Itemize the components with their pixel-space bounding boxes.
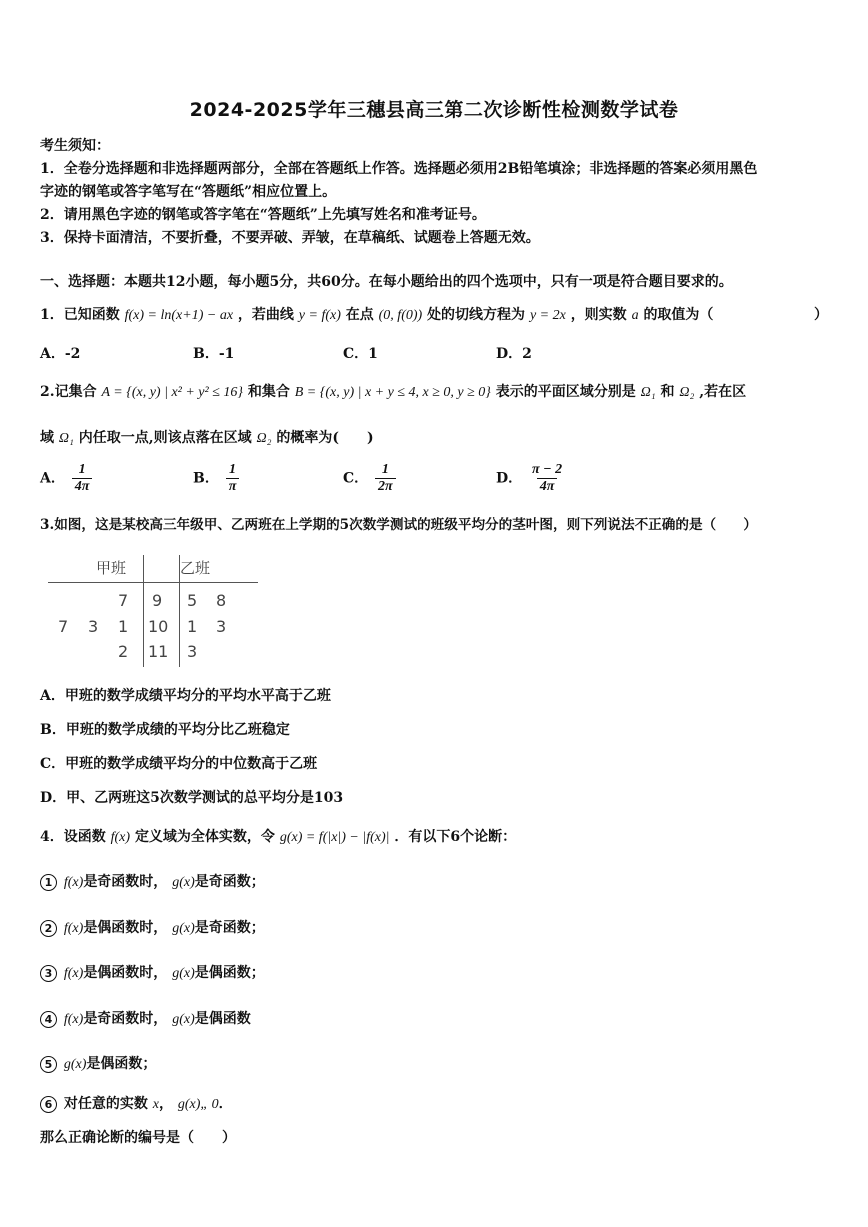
- fraction: [72, 462, 93, 495]
- formula: f(x): [63, 875, 84, 890]
- question-1: [40, 304, 713, 324]
- option-letter: B．: [193, 470, 219, 487]
- formula: g(x): [172, 875, 195, 890]
- fraction: [375, 462, 396, 495]
- q2-text: 和: [660, 384, 675, 400]
- q2-text: 和集合: [247, 384, 290, 400]
- leaf-left: 7: [118, 591, 129, 610]
- circled-number: 5: [40, 1056, 57, 1073]
- table-divider: [179, 555, 180, 667]
- q2-text: 内任取一点,则该点落在区域: [78, 430, 252, 446]
- q4-statement: [40, 917, 265, 937]
- q2-formula: A = {(x, y) | x² + y² ≤ 16}: [101, 385, 243, 400]
- circled-number: 3: [40, 965, 57, 982]
- question-4: [40, 826, 516, 846]
- denominator: 4π: [537, 478, 558, 495]
- q3-option-a: A．甲班的数学成绩平均分的平均水平高于乙班: [40, 688, 331, 704]
- q4-formula: f(x): [110, 830, 131, 845]
- q2-option-a: [40, 462, 94, 495]
- page-title: 2024-2025学年三穗县高三第二次诊断性检测数学试卷: [189, 99, 679, 121]
- circled-number: 6: [40, 1096, 57, 1113]
- option-letter: D．: [496, 470, 523, 487]
- formula: x: [152, 1097, 159, 1112]
- q4-text: ．有以下6个论断：: [394, 829, 517, 845]
- formula: f(x): [63, 966, 84, 981]
- statement-text: 是奇函数；: [194, 920, 265, 936]
- statement-text: 是奇函数；: [194, 874, 265, 890]
- q1-text: 1．已知函数: [40, 307, 120, 323]
- statement-text: 是偶函数；: [194, 965, 265, 981]
- leaf-left: 3: [88, 617, 99, 636]
- statement-text: 是偶函数: [194, 1011, 251, 1027]
- q1-text: 在点: [345, 307, 374, 323]
- stem-value: 11: [148, 642, 169, 661]
- stem-value: 10: [148, 617, 169, 636]
- question-2-line2: [40, 427, 374, 447]
- q1-formula: a: [631, 308, 639, 323]
- notice-item: 2．请用黑色字迹的钢笔或答字笔在“答题纸”上先填写姓名和准考证号。: [40, 207, 486, 223]
- q1-option-c: C．1: [343, 346, 378, 362]
- formula: g(x): [63, 1057, 87, 1072]
- circled-number: 4: [40, 1011, 57, 1028]
- q2-formula: Ω₁: [58, 431, 74, 446]
- formula: f(x): [63, 921, 84, 936]
- leaf-right: 5: [187, 591, 198, 610]
- q4-question: 那么正确论断的编号是（ ）: [40, 1130, 236, 1146]
- q3-option-b: B．甲班的数学成绩的平均分比乙班稳定: [40, 722, 290, 738]
- question-2: [40, 381, 746, 401]
- notice-heading: 考生须知：: [40, 138, 110, 154]
- leaf-right: 1: [187, 617, 198, 636]
- q2-text: 的概率为( ): [276, 430, 374, 446]
- fraction: [226, 462, 240, 495]
- q2-formula: B = {(x, y) | x + y ≤ 4, x ≥ 0, y ≥ 0}: [294, 385, 491, 400]
- left-header: 甲班: [96, 559, 127, 577]
- q1-text: 的取值为（: [643, 307, 714, 323]
- leaf-left: 1: [118, 617, 129, 636]
- section-heading: 一、选择题：本题共12小题，每小题5分，共60分。在每小题给出的四个选项中，只有一项是符合题目要求的。: [40, 274, 733, 290]
- q2-text: 2.记集合: [40, 384, 97, 400]
- formula: g(x): [172, 966, 195, 981]
- q2-option-d: [496, 462, 567, 495]
- statement-text: ，: [158, 1096, 173, 1112]
- leaf-left: 7: [58, 617, 69, 636]
- formula: g(x): [172, 921, 195, 936]
- denominator: 4π: [72, 478, 93, 495]
- q4-statement: [40, 1093, 233, 1113]
- q2-formula: Ω₁: [640, 385, 656, 400]
- q2-option-c: [343, 462, 398, 495]
- option-letter: C．: [343, 470, 369, 487]
- right-header: 乙班: [180, 559, 211, 577]
- formula: f(x): [63, 1012, 84, 1027]
- q1-formula: y = 2x: [529, 308, 566, 323]
- q4-statement: [40, 962, 265, 982]
- notice-item: 1．全卷分选择题和非选择题两部分，全部在答题纸上作答。选择题必须用2B铅笔填涂；非选择题的答案必须用黑色: [40, 161, 758, 177]
- q4-text: 定义域为全体实数，令: [134, 829, 275, 845]
- denominator: π: [226, 478, 240, 495]
- denominator: 2π: [375, 478, 396, 495]
- numerator: 1: [381, 462, 389, 477]
- q1-option-d: D．2: [496, 346, 532, 362]
- stem-leaf-table: [48, 555, 260, 670]
- q1-formula: y = f(x): [298, 308, 341, 323]
- circled-number: 2: [40, 920, 57, 937]
- stem-value: 9: [152, 591, 163, 610]
- q4-statement: [40, 871, 265, 891]
- leaf-right: 3: [216, 617, 227, 636]
- formula: g(x): [172, 1012, 195, 1027]
- table-divider: [48, 582, 258, 583]
- answer-paren: ）: [814, 307, 828, 323]
- q1-option-b: B．-1: [193, 346, 235, 362]
- numerator: π − 2: [532, 462, 563, 477]
- q1-text: ，则实数: [570, 307, 627, 323]
- leaf-left: 2: [118, 642, 129, 661]
- q1-formula: (0, f(0)): [378, 308, 423, 323]
- q2-text: 域: [40, 430, 54, 446]
- table-divider: [143, 555, 144, 667]
- numerator: 1: [229, 462, 237, 477]
- statement-text: 对任意的实数: [63, 1096, 148, 1112]
- leaf-right: 3: [187, 642, 198, 661]
- q1-text: 处的切线方程为: [427, 307, 526, 323]
- statement-text: 是奇函数时，: [83, 1011, 168, 1027]
- q2-text: 表示的平面区域分别是: [495, 384, 636, 400]
- q4-statement: [40, 1008, 251, 1028]
- q2-option-b: [193, 462, 241, 495]
- statement-text: 是偶函数时，: [83, 965, 168, 981]
- q2-text: ,若在区: [699, 384, 747, 400]
- statement-text: ．: [218, 1096, 233, 1112]
- q2-formula: Ω₂: [679, 385, 695, 400]
- option-letter: A．: [40, 470, 65, 487]
- statement-text: 是偶函数；: [86, 1056, 157, 1072]
- q4-text: 4．设函数: [40, 829, 106, 845]
- q4-formula: g(x) = f(|x|) − |f(x)|: [279, 830, 390, 845]
- notice-item: 3．保持卡面清洁，不要折叠，不要弄破、弄皱，在草稿纸、试题卷上答题无效。: [40, 230, 540, 246]
- statement-text: 是偶函数时，: [83, 920, 168, 936]
- q1-text: ，若曲线: [237, 307, 294, 323]
- q2-formula: Ω₂: [256, 431, 272, 446]
- q1-option-a: A．-2: [40, 346, 81, 362]
- q3-option-c: C．甲班的数学成绩平均分的中位数高于乙班: [40, 756, 318, 772]
- fraction: [529, 462, 565, 495]
- q4-statement: [40, 1053, 156, 1073]
- notice-item: 字迹的钢笔或答字笔写在“答题纸”相应位置上。: [40, 184, 337, 200]
- numerator: 1: [78, 462, 86, 477]
- formula: g(x)„ 0: [177, 1097, 219, 1112]
- leaf-right: 8: [216, 591, 227, 610]
- q3-option-d: D．甲、乙两班这5次数学测试的总平均分是103: [40, 790, 344, 806]
- question-3: 3.如图，这是某校高三年级甲、乙两班在上学期的5次数学测试的班级平均分的茎叶图，则下列说法不正确的是（ ）: [40, 517, 757, 533]
- statement-text: 是奇函数时，: [83, 874, 168, 890]
- circled-number: 1: [40, 874, 57, 891]
- q1-formula: f(x) = ln(x+1) − ax: [124, 308, 234, 323]
